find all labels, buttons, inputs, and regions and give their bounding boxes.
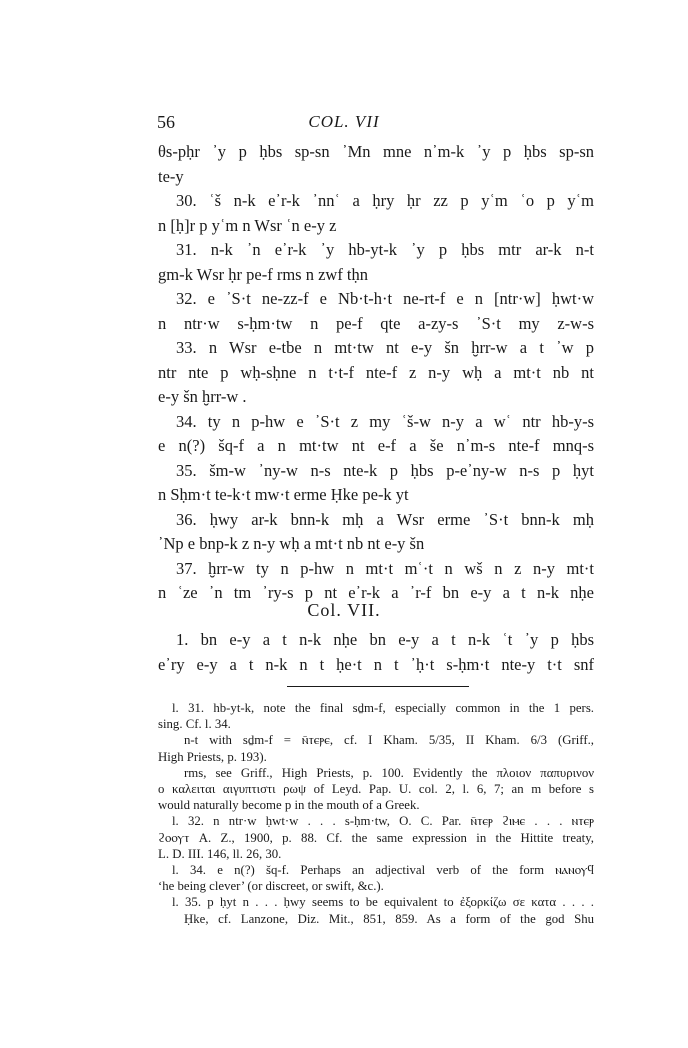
running-head: COL. VII [308, 112, 380, 131]
note-line: rms, see Griff., High Priests, p. 100. Evidently the πλοιον παπυρινον [184, 765, 594, 780]
text-line: 1. bn e-y a t n-k nḥe bn e-y a t n-k ʿt ᾽y p ḥbs [176, 630, 594, 649]
text-line: θs-pḥr ᾽y p ḥbs sp-sn ᾽Mn mne n᾽m-k ᾽y p ḥbs sp-sn [158, 142, 594, 161]
note-line: ϩⲟⲟⲩⲧ A. Z., 1900, p. 88. Cf. the same expression in the Hittite treaty, [158, 830, 594, 845]
footnote-divider [287, 686, 469, 687]
note-line: ο καλειται αιγυπτιστι ρωψ of Leyd. Pap. U. col. 2, l. 6, 7; an m before s [158, 782, 594, 797]
note-line: sing. Cf. l. 34. [158, 717, 231, 732]
text-line: e-y šn ḫrr-w . [158, 387, 247, 406]
note-line: L. D. III. 146, ll. 26, 30. [158, 846, 282, 861]
note-line: n-t with sḏm-f = ⲛ̄ⲧⲉⲣⲉ, cf. I Kham. 5/35, II Kham. 6/3 (Griff., [184, 733, 594, 748]
text-line: n Sḥm·t te-k·t mw·t erme Ḥke pe-k yt [158, 485, 409, 504]
note-line: ‘he being clever’ (or discreet, or swift, &c.). [158, 879, 384, 894]
note-line: l. 32. n ntr·w ḥwt·w . . . s-ḥm·tw, O. C. Par. ⲛ̄ⲧⲉⲣ ϩⲓⲙⲉ . . . ⲛⲧⲉⲣ [172, 814, 594, 829]
text-line: 37. ḫrr-w ty n p-hw n mt·t mʿ·t n wš n z n-y mt·t [176, 558, 594, 578]
text-line: 30. ʿš n-k e᾽r-k ᾽nnʿ a ḥry ḥr zz p yʿm ʿo p yʿm [176, 191, 594, 210]
text-line: 33. n Wsr e-tbe n mt·tw nt e-y šn ḫrr-w a t ᾽w p [176, 338, 594, 357]
text-line: n [ḥ]r p yʿm n Wsr ʿn e-y z [158, 215, 337, 235]
note-line: High Priests, p. 193). [158, 749, 267, 764]
text-line: e n(?) šq-f a n mt·tw nt e-f a še n᾽m-s nte-f mnq-s [158, 436, 594, 455]
column-heading: Col. VII. [307, 600, 381, 620]
text-line: 34. ty n p-hw e ᾽S·t z my ʿš-w n-y a wʿ ntr hb-y-s [176, 411, 594, 431]
note-line: l. 35. p ḥyt n . . . ḥwy seems to be equivalent to ἐξορκίζω σε κατα . . . . [172, 895, 594, 910]
text-line: 32. e ᾽S·t ne-zz-f e Nb·t-h·t ne-rt-f e n [ntr·w] ḥwt·w [176, 289, 594, 308]
text-line: n ʿze ᾽n tm ᾽ry-s p nt e᾽r-k a ᾽r-f bn e-y a t n-k nḥe [158, 583, 594, 602]
main-text-block [158, 140, 594, 606]
text-line: 36. ḥwy ar-k bnn-k mḥ a Wsr erme ᾽S·t bnn-k mḥ [176, 509, 594, 529]
footnotes-block [158, 700, 594, 927]
text-line: ntr nte p wḥ-sḥne n t·t-f nte-f z n-y wḥ a mt·t nb nt [158, 362, 594, 382]
page-number: 56 [157, 112, 175, 132]
note-line: would naturally become p in the mouth of a Greek. [158, 798, 420, 813]
text-line: 31. n-k ᾽n e᾽r-k ᾽y hb-yt-k ᾽y p ḥbs mtr ar-k n-t [176, 240, 594, 259]
note-line: l. 34. e n(?) šq-f. Perhaps an adjectival verb of the form ⲛⲁⲛⲟⲩϥ [172, 863, 594, 878]
text-line: ᾽Np e bnp-k z n-y wḥ a mt·t nb nt e-y šn [158, 534, 425, 553]
text-line: n ntr·w s-ḥm·tw n pe-f qte a-zy-s ᾽S·t my z-w-s [158, 313, 594, 333]
column-text-block [158, 628, 594, 677]
note-line: Ḥke, cf. Lanzone, Diz. Mit., 851, 859. As a form of the god Shu [184, 911, 594, 926]
text-line: gm-k Wsr ḥr pe-f rms n zwf tḥn [158, 264, 369, 284]
text-line: te-y [158, 166, 184, 186]
text-line: 35. šm-w ᾽ny-w n-s nte-k p ḥbs p-e᾽ny-w n-s p ḥyt [176, 460, 594, 480]
note-line: l. 31. hb-yt-k, note the final sḏm-f, especially common in the 1 pers. [172, 701, 594, 715]
text-line: e᾽ry e-y a t n-k n t ḥe·t n t ᾽ḥ·t s-ḥm·t nte-y t·t snf [158, 654, 594, 674]
